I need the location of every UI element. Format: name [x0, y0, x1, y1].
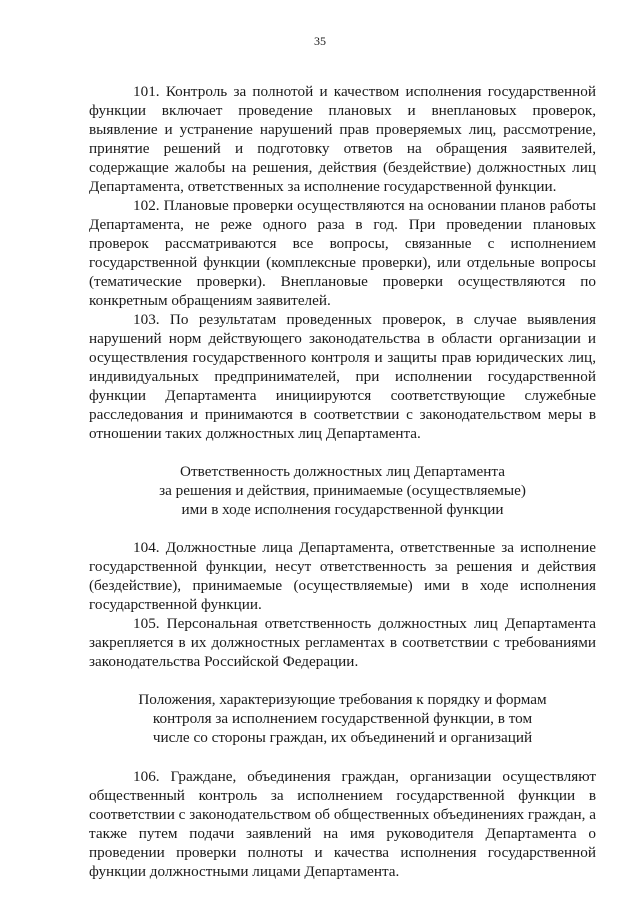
- heading-line: за решения и действия, принимаемые (осуществляемые): [159, 482, 526, 499]
- paragraph-106: 106. Граждане, объединения граждан, организации осуществляют общественный контроль за исполнением государственной функции в соответствии с законодательством об общественных объединениях граждан, а также путем подачи заявлений на имя руководителя Департамента о проведении проверки полноты и качества исполнения государственной функции должностными лицами Департамента.: [89, 768, 596, 880]
- heading-line: Ответственность должностных лиц Департамента: [180, 463, 505, 480]
- paragraph-104: 104. Должностные лица Департамента, ответственные за исполнение государственной функции, несут ответственность за решения и действия (бездействие), принимаемые (осуществляемые) ими в ходе исполнения государственной функции.: [89, 539, 596, 613]
- page-number: 35: [314, 34, 326, 48]
- paragraph-105: 105. Персональная ответственность должностных лиц Департамента закрепляется в их должностных регламентах в соответствии с требованиями законодательства Российской Федерации.: [89, 615, 596, 670]
- section-heading-control-provisions: [89, 690, 596, 747]
- paragraph-103: 103. По результатам проведенных проверок, в случае выявления нарушений норм действующего законодательства в области организации и осуществления государственного контроля и защиты прав юридических лиц, индивидуальных предпринимателей, при исполнении государственной функции Департамента инициируются соответствующие служебные расследования и принимаются в соответствии с законодательством меры в отношении таких должностных лиц Департамента.: [89, 311, 596, 442]
- paragraph-101: 101. Контроль за полнотой и качеством исполнения государственной функции включает проведение плановых и внеплановых проверок, выявление и устранение нарушений прав проверяемых лиц, рассмотрение, принятие решений и подготовку ответов на обращения заявителей, содержащие жалобы на решения, действия (бездействие) должностных лиц Департамента, ответственных за исполнение государственной функции.: [89, 83, 596, 195]
- heading-line: Положения, характеризующие требования к порядку и формам: [138, 691, 547, 708]
- heading-line: контроля за исполнением государственной функции, в том: [152, 710, 533, 727]
- section-heading-responsibility: [89, 462, 596, 519]
- paragraph-102: 102. Плановые проверки осуществляются на основании планов работы Департамента, не реже одного раза в год. При проведении плановых проверок рассматриваются все вопросы, связанные с исполнением государственной функции (комплексные проверки), или отдельные вопросы (тематические проверки). Внеплановые проверки осуществляются по конкретным обращениям заявителей.: [89, 197, 596, 309]
- heading-line: ими в ходе исполнения государственной функции: [181, 501, 504, 518]
- document-body: [89, 82, 596, 881]
- heading-line: числе со стороны граждан, их объединений и организаций: [152, 729, 533, 746]
